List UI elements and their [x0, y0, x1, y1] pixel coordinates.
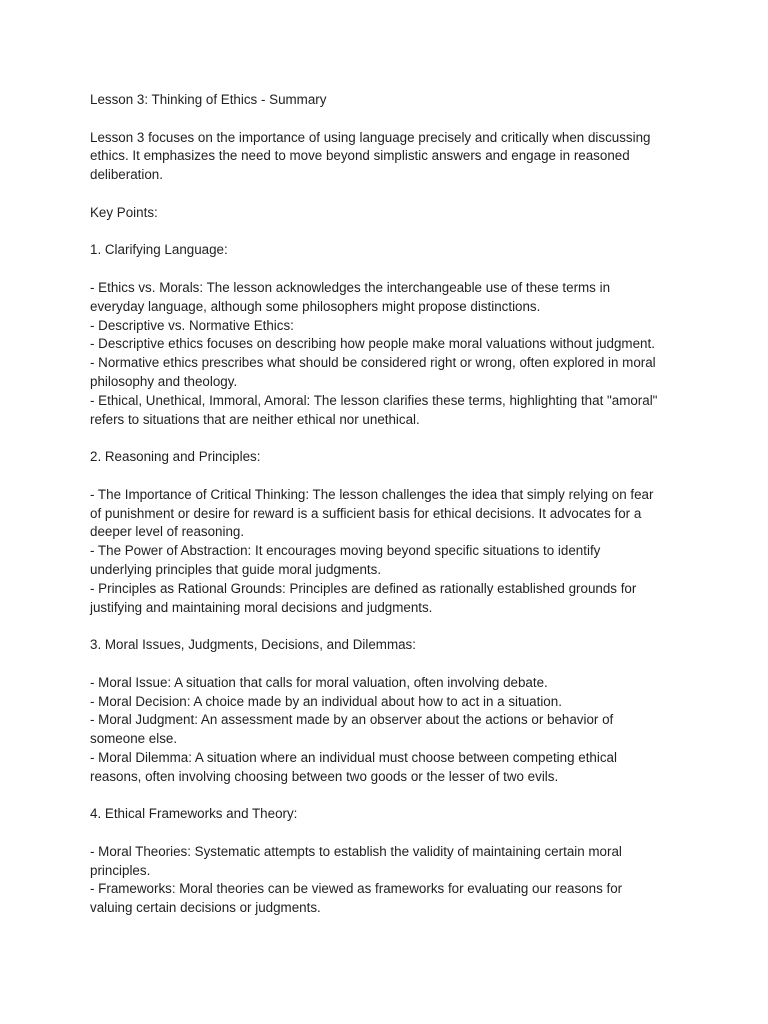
section-line: underlying principles that guide moral judgments.	[90, 561, 382, 577]
section-moral-issues	[90, 636, 690, 786]
section-heading: 4. Ethical Frameworks and Theory:	[90, 806, 298, 822]
spacer	[90, 467, 690, 486]
section-line: valuing certain decisions or judgments.	[90, 900, 321, 916]
section-line: - Moral Theories: Systematic attempts to establish the validity of maintaining certain moral	[90, 843, 622, 859]
section-line: reasons, often involving choosing between two goods or the lesser of two evils.	[90, 768, 559, 784]
spacer	[90, 655, 690, 674]
spacer	[90, 110, 690, 129]
section-line: - Moral Dilemma: A situation where an individual must choose between competing ethical	[90, 749, 617, 765]
section-line: - Moral Judgment: An assessment made by an observer about the actions or behavior of	[90, 712, 614, 728]
section-clarifying-language	[90, 241, 690, 429]
section-line: deeper level of reasoning.	[90, 524, 245, 540]
intro-line: Lesson 3 focuses on the importance of using language precisely and critically when discussing	[90, 129, 651, 145]
intro-line: deliberation.	[90, 167, 163, 183]
section-heading: 1. Clarifying Language:	[90, 242, 228, 258]
section-reasoning-principles	[90, 448, 690, 617]
section-heading: 2. Reasoning and Principles:	[90, 449, 261, 465]
section-line: - Ethical, Unethical, Immoral, Amoral: The lesson clarifies these terms, highlighting that "amoral"	[90, 392, 658, 408]
spacer	[90, 786, 690, 805]
document-title: Lesson 3: Thinking of Ethics - Summary	[90, 92, 327, 107]
section-line: - Frameworks: Moral theories can be viewed as frameworks for evaluating our reasons for	[90, 881, 623, 897]
section-line: someone else.	[90, 731, 178, 747]
intro-paragraph	[90, 129, 690, 185]
section-line: - Ethics vs. Morals: The lesson acknowledges the interchangeable use of these terms in	[90, 279, 611, 295]
spacer	[90, 617, 690, 636]
section-line: of punishment or desire for reward is a sufficient basis for ethical decisions. It advocates for a	[90, 505, 642, 521]
intro-line: ethics. It emphasizes the need to move beyond simplistic answers and engage in reasoned	[90, 148, 630, 164]
section-line: - Normative ethics prescribes what should be considered right or wrong, often explored in moral	[90, 355, 656, 371]
section-line: - The Importance of Critical Thinking: The lesson challenges the idea that simply relying on fear	[90, 486, 654, 502]
section-line: - Descriptive vs. Normative Ethics:	[90, 317, 294, 333]
section-line: everyday language, although some philosophers might propose distinctions.	[90, 298, 541, 314]
section-line: justifying and maintaining moral decisions and judgments.	[90, 599, 433, 615]
spacer	[90, 260, 690, 279]
spacer	[90, 223, 690, 242]
section-line: philosophy and theology.	[90, 373, 238, 389]
section-line: - Moral Decision: A choice made by an individual about how to act in a situation.	[90, 693, 562, 709]
key-points-label: Key Points:	[90, 204, 158, 220]
section-line: principles.	[90, 862, 151, 878]
section-line: - The Power of Abstraction: It encourages moving beyond specific situations to identify	[90, 543, 601, 559]
document-page	[90, 91, 690, 918]
section-line: - Moral Issue: A situation that calls for moral valuation, often involving debate.	[90, 674, 548, 690]
section-line: refers to situations that are neither ethical nor unethical.	[90, 411, 420, 427]
section-line: - Principles as Rational Grounds: Principles are defined as rationally established grounds for	[90, 580, 637, 596]
spacer	[90, 185, 690, 204]
spacer	[90, 824, 690, 843]
section-ethical-frameworks	[90, 805, 690, 918]
section-heading: 3. Moral Issues, Judgments, Decisions, and Dilemmas:	[90, 637, 416, 653]
spacer	[90, 429, 690, 448]
section-line: - Descriptive ethics focuses on describing how people make moral valuations without judgment.	[90, 336, 655, 352]
